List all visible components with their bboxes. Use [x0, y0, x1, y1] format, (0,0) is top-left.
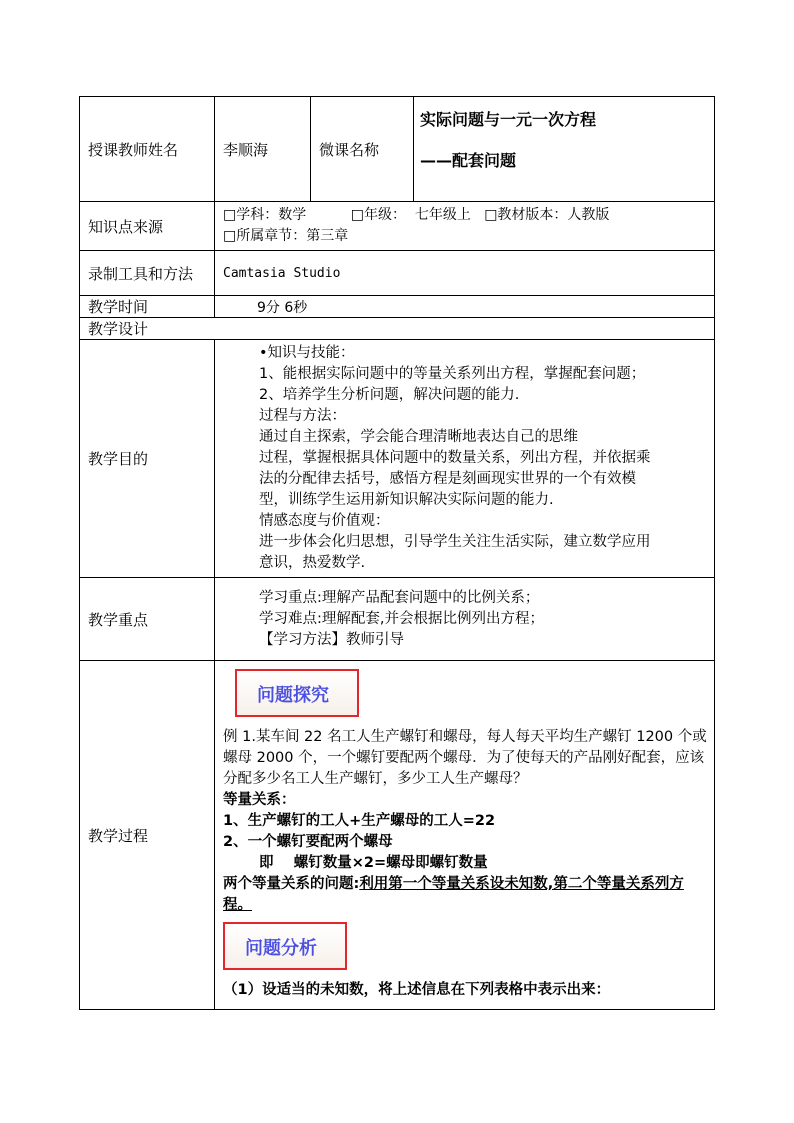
objectives-label: 教学目的: [80, 340, 215, 578]
example-text: 例 1.某车间 22 名工人生产螺钉和螺母，每人每天平均生产螺钉 1200 个或螺母 2000 个，一个螺钉要配两个螺母．为了使每天的产品刚好配套，应该分配多少名工人生产螺钉，多少工人生产螺母？: [223, 729, 707, 787]
tools-value: Camtasia Studio: [215, 251, 715, 296]
source-line-1: □学科：数学 □年级： 七年级上 □教材版本：人教版: [223, 207, 610, 223]
source-line-2: □所属章节：第三章: [223, 228, 349, 244]
tools-row: [80, 251, 715, 296]
equality-title: 等量关系：: [223, 792, 296, 808]
teacher-label: 授课教师姓名: [80, 97, 215, 202]
key-point-line: 学习难点:理解配套,并会根据比例列出方程；: [259, 610, 544, 627]
time-value: 9分 6秒: [215, 296, 715, 318]
course-title-sub: ——配套问题: [420, 151, 517, 170]
key-point-line: 【学习方法】教师引导: [259, 631, 404, 648]
problem-analysis-badge: 问题分析: [223, 922, 347, 970]
source-cell: [215, 202, 715, 251]
key-points-cell: [215, 578, 715, 661]
lesson-plan-document: [79, 96, 714, 1010]
process-label: 教学过程: [80, 661, 215, 1010]
problem-explore-badge: 问题探究: [235, 669, 359, 717]
equality-3-text: 螺钉数量×2=螺母即螺钉数量: [293, 855, 488, 871]
objective-line: •知识与技能：: [259, 345, 355, 361]
time-label: 教学时间: [80, 296, 215, 318]
objective-line: 法的分配律去括号，感悟方程是刻画现实世界的一个有效模: [259, 471, 636, 487]
summary: [223, 874, 708, 916]
equality-3-prefix: 即: [259, 855, 274, 871]
lesson-plan-table: [79, 96, 715, 1010]
source-row: [80, 202, 715, 251]
tools-label: 录制工具和方法: [80, 251, 215, 296]
summary-underlined: 利用第一个等量关系设未知数,第二个等量关系列方程。: [223, 876, 684, 913]
objective-line: 过程与方法：: [259, 408, 346, 424]
process-cell: [215, 661, 715, 1010]
step-1: （1）设适当的未知数，将上述信息在下列表格中表示出来：: [223, 982, 611, 998]
key-points-label: 教学重点: [80, 578, 215, 661]
objective-line: 过程，掌握根据具体问题中的数量关系，列出方程，并依据乘: [259, 450, 651, 466]
course-label: 微课名称: [311, 97, 414, 202]
teacher-name: 李顺海: [215, 97, 311, 202]
process-row: [80, 661, 715, 1010]
equality-2: 2、一个螺钉要配两个螺母: [223, 834, 393, 850]
time-row: [80, 296, 715, 318]
key-points-row: [80, 578, 715, 661]
objective-line: 型，训练学生运用新知识解决实际问题的能力.: [259, 492, 554, 508]
objective-line: 通过自主探索，学会能合理清晰地表达自己的思维: [259, 429, 578, 445]
design-label: 教学设计: [80, 318, 715, 340]
source-label: 知识点来源: [80, 202, 215, 251]
course-title-cell: [414, 97, 715, 202]
objective-line: 进一步体会化归思想，引导学生关注生活实际，建立数学应用: [259, 534, 651, 550]
key-point-line: 学习重点:理解产品配套问题中的比例关系；: [259, 589, 540, 606]
objectives-row: [80, 340, 715, 578]
objective-line: 1、能根据实际问题中的等量关系列出方程，掌握配套问题；: [259, 366, 646, 382]
objective-line: 意识，热爱数学.: [259, 555, 366, 571]
header-row: [80, 97, 715, 202]
equality-1: 1、生产螺钉的工人+生产螺母的工人=22: [223, 813, 496, 829]
objectives-cell: [215, 340, 715, 578]
summary-plain: 两个等量关系的问题:: [223, 876, 360, 892]
design-row: [80, 318, 715, 340]
equality-3: [223, 853, 708, 874]
objective-line: 情感态度与价值观：: [259, 513, 390, 529]
course-title-main: 实际问题与一元一次方程: [420, 110, 597, 129]
objective-line: 2、培养学生分析问题，解决问题的能力.: [259, 387, 520, 403]
